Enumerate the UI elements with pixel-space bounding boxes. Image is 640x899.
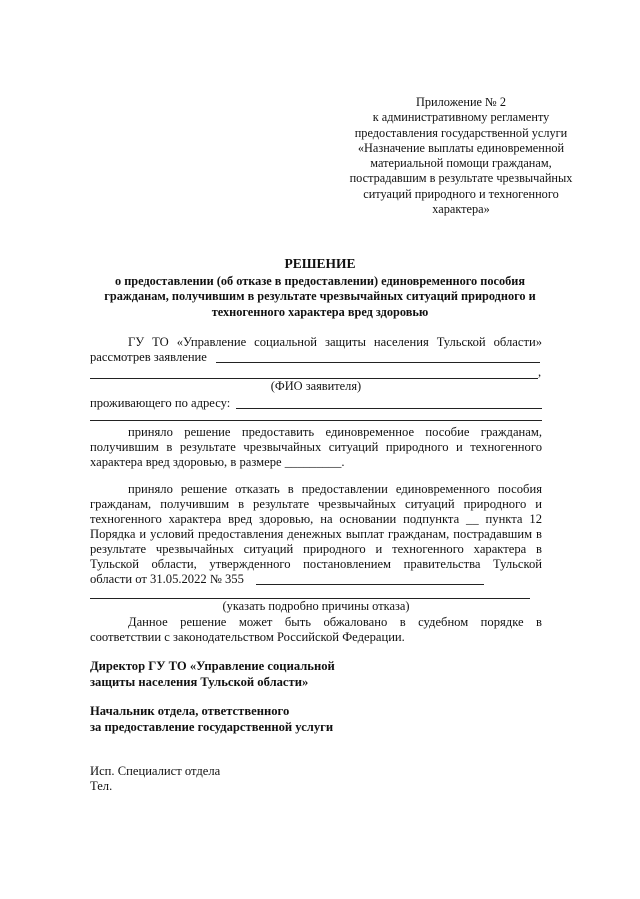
refuse-line: Тульской области, утвержденного постановлением правительства Тульской bbox=[90, 557, 542, 571]
comma: , bbox=[538, 365, 542, 379]
refuse-line: гражданам, получившим в результате чрезвычайных ситуаций природного и bbox=[90, 497, 542, 511]
refuse-line: результате чрезвычайных ситуаций природного и техногенного характера в bbox=[90, 542, 542, 556]
appendix-block bbox=[330, 95, 592, 217]
org-line: ГУ ТО «Управление социальной защиты населения Тульской области» bbox=[128, 335, 542, 349]
reviewed-label: рассмотрев заявление bbox=[90, 350, 207, 364]
address-blank bbox=[236, 408, 542, 409]
refuse-line: техногенного характера вред здоровью, на основании подпункта __ пункта 12 bbox=[90, 512, 542, 526]
appendix-line: Приложение № 2 bbox=[415, 95, 507, 109]
address-blank-2 bbox=[90, 420, 542, 421]
appendix-line: к административному регламенту bbox=[372, 110, 550, 125]
appendix-line: материальной помощи гражданам, bbox=[370, 156, 552, 171]
subtitle-line: гражданам, получившим в результате чрезвычайных ситуаций природного и bbox=[104, 289, 536, 304]
refuse-blank bbox=[256, 584, 484, 585]
document-title: РЕШЕНИЕ bbox=[284, 256, 356, 271]
address-label: проживающего по адресу: bbox=[90, 396, 231, 410]
subtitle-line: техногенного характера вред здоровью bbox=[211, 304, 429, 319]
application-blank bbox=[216, 362, 540, 363]
appeal-line: соответствии с законодательством Российской Федерации. bbox=[90, 630, 405, 644]
refuse-line: Порядка и условий предоставления денежных выплат гражданам, пострадавшим в bbox=[90, 527, 542, 541]
appendix-line: предоставления государственной услуги bbox=[354, 125, 568, 140]
refuse-line: приняло решение отказать в предоставлении единовременного пособия bbox=[128, 482, 542, 496]
grant-line: характера вред здоровью, в размере _________. bbox=[90, 455, 345, 469]
grant-line: получившим в результате чрезвычайных ситуаций природного и техногенного bbox=[90, 440, 542, 454]
appendix-line: «Назначение выплаты единовременной bbox=[357, 140, 565, 155]
grant-line: приняло решение предоставить единовременное пособие гражданам, bbox=[128, 425, 542, 439]
subtitle-line: о предоставлении (об отказе в предоставлении) единовременного пособия bbox=[115, 274, 525, 288]
appeal-line: Данное решение может быть обжаловано в судебном порядке в bbox=[128, 615, 542, 629]
executor-label: Исп. Специалист отдела bbox=[90, 764, 221, 778]
document-subtitle bbox=[90, 274, 550, 320]
head-line: за предоставление государственной услуги bbox=[90, 720, 334, 734]
phone-label: Тел. bbox=[90, 779, 113, 793]
refuse-line: области от 31.05.2022 № 355 bbox=[90, 572, 244, 586]
fio-label: (ФИО заявителя) bbox=[270, 379, 362, 393]
head-line: Начальник отдела, ответственного bbox=[90, 704, 290, 718]
reason-label: (указать подробно причины отказа) bbox=[222, 599, 410, 613]
appendix-line: характера» bbox=[432, 202, 490, 217]
director-line: защиты населения Тульской области» bbox=[90, 675, 309, 689]
appendix-line: пострадавшим в результате чрезвычайных bbox=[349, 171, 573, 186]
appendix-line: ситуаций природного и техногенного bbox=[363, 186, 559, 201]
director-line: Директор ГУ ТО «Управление социальной bbox=[90, 659, 335, 673]
